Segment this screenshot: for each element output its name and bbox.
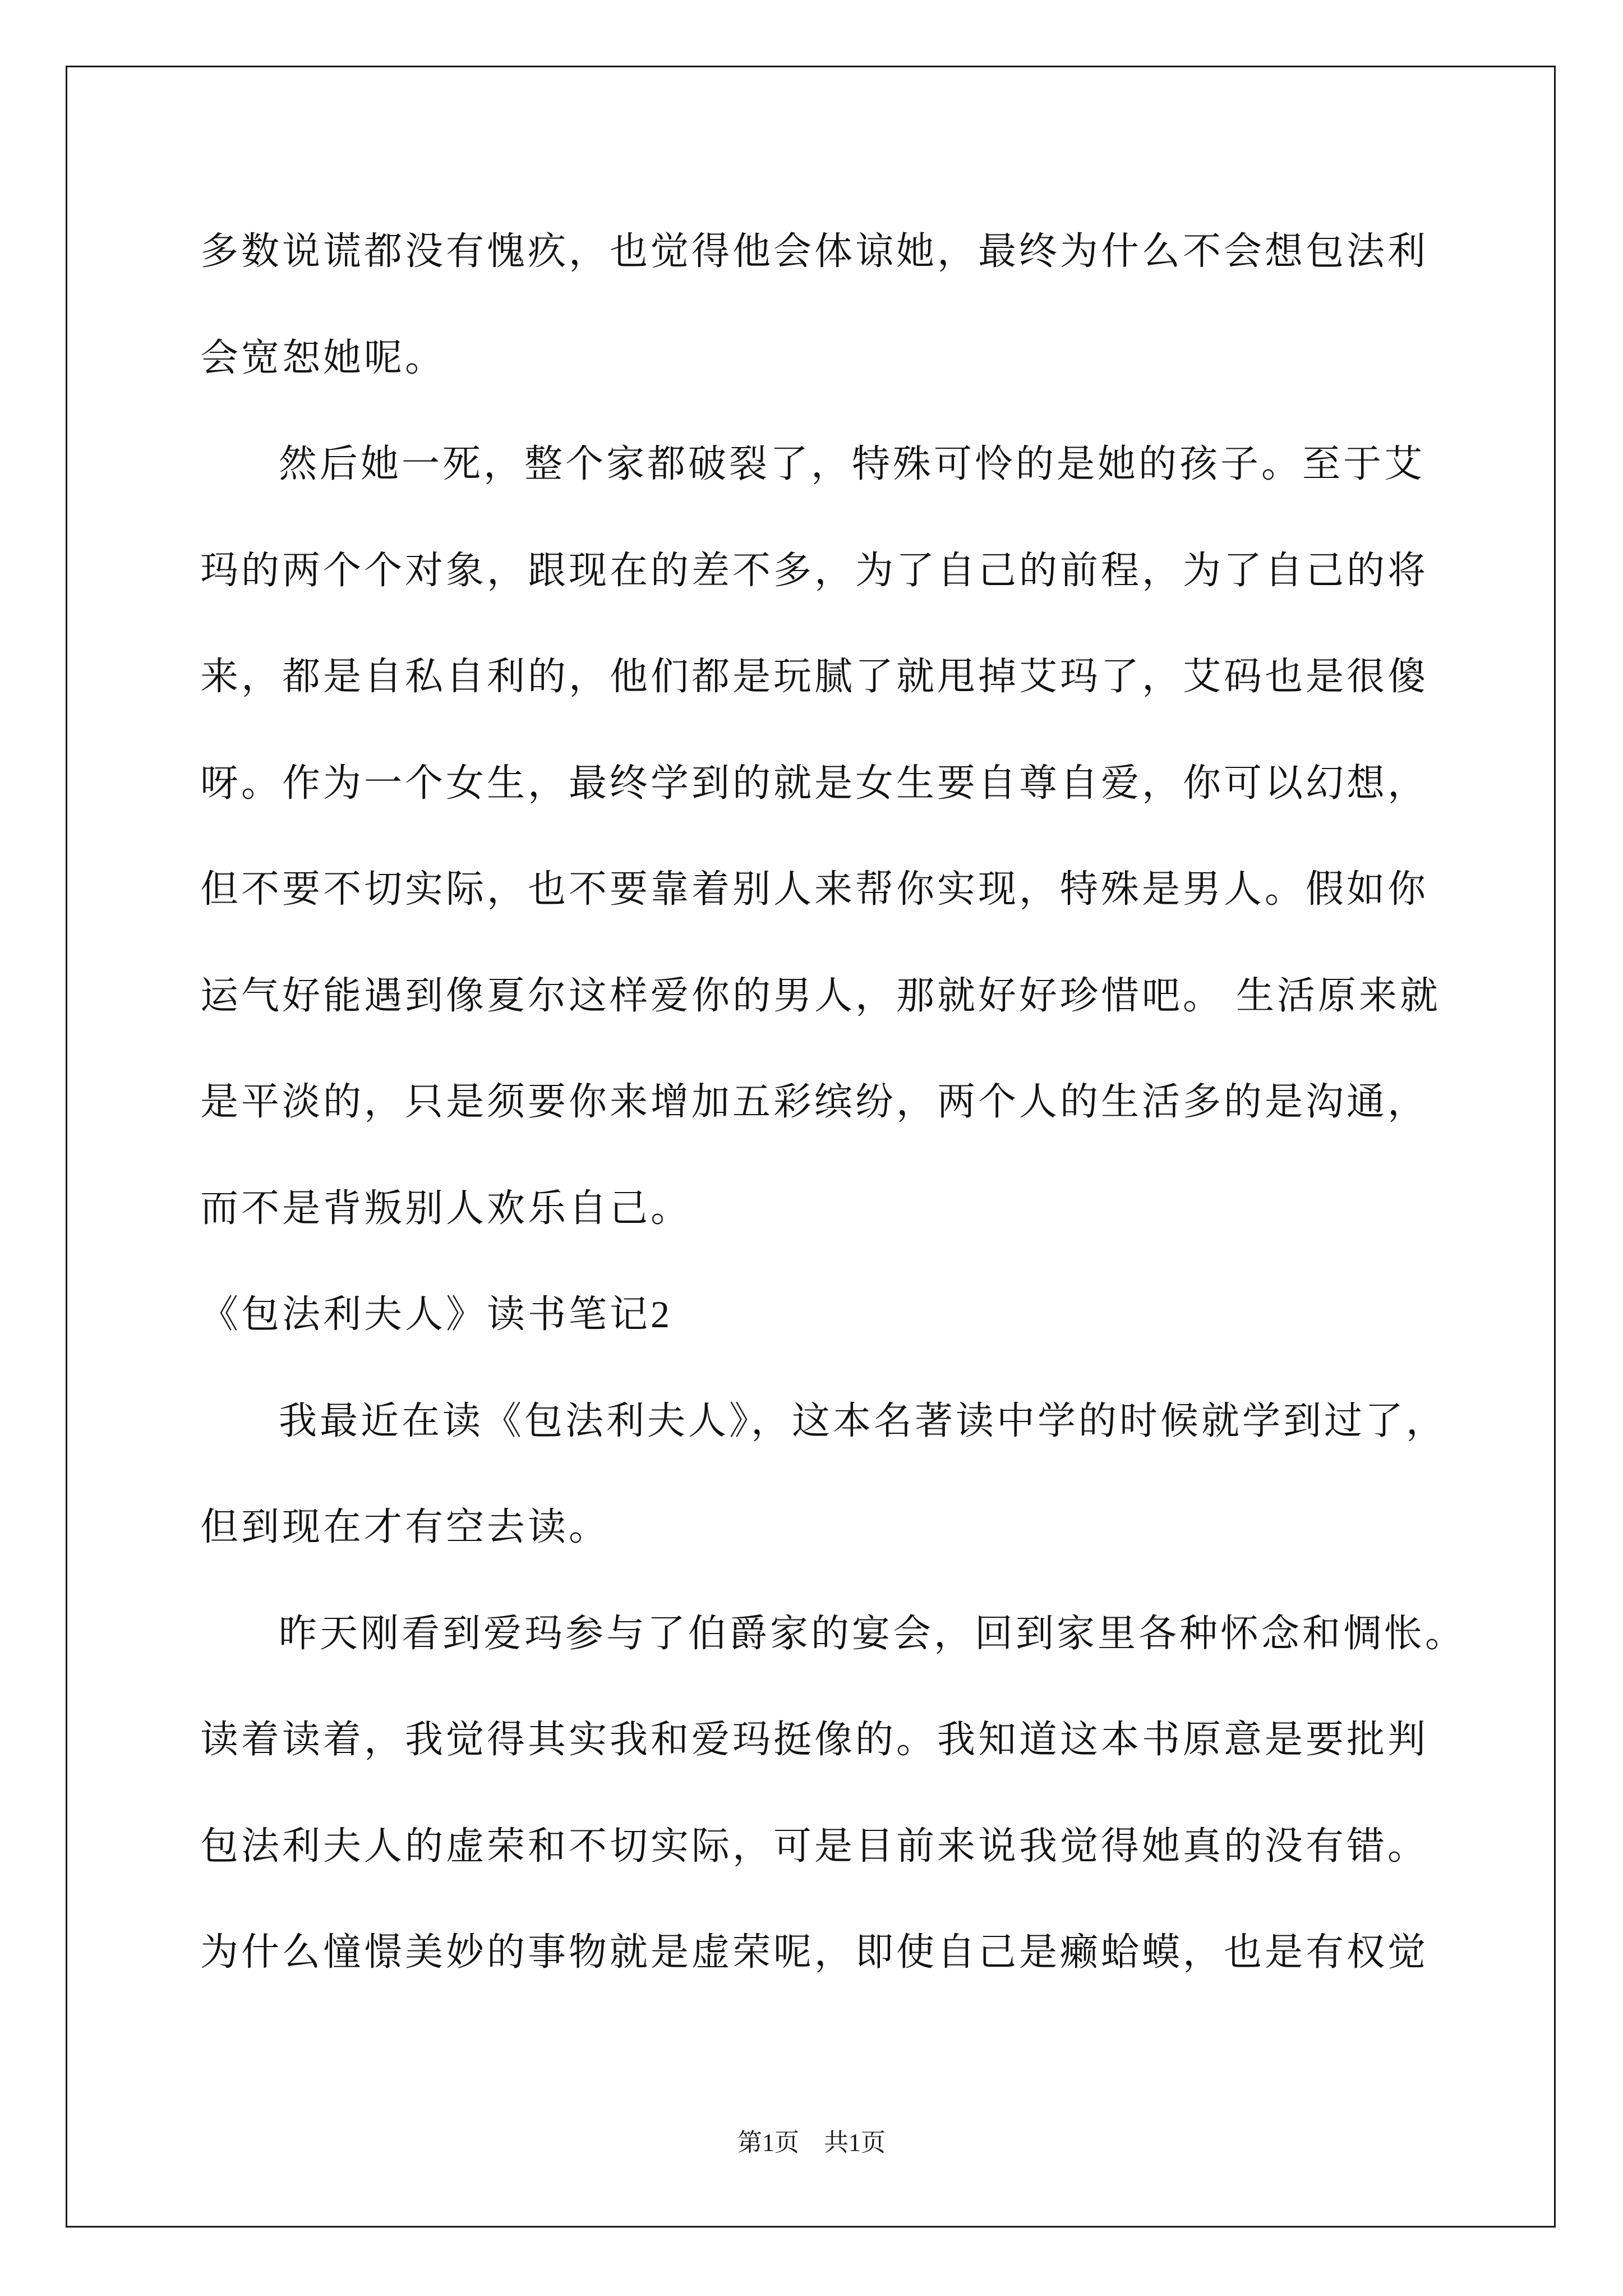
text-line: 呀。作为一个女生，最终学到的就是女生要自尊自爱，你可以幻想， xyxy=(200,761,1429,804)
text-line: 会宽恕她呢。 xyxy=(200,336,446,379)
text-line: 但不要不切实际，也不要靠着别人来帮你实现，特殊是男人。假如你 xyxy=(200,868,1429,910)
text-line: 而不是背叛别人欢乐自己。 xyxy=(200,1186,692,1230)
text-line: 来，都是自私自利的，他们都是玩腻了就甩掉艾玛了，艾码也是很傻 xyxy=(200,655,1429,698)
page-number-footer: 第1页 共1页 xyxy=(737,2129,886,2156)
text-line: 为什么憧憬美妙的事物就是虚荣呢，即使自己是癞蛤蟆，也是有权觉 xyxy=(200,1931,1429,1973)
text-line: 但到现在才有空去读。 xyxy=(200,1506,610,1548)
text-line: 多数说谎都没有愧疚，也觉得他会体谅她，最终为什么不会想包法利 xyxy=(200,230,1429,273)
paragraph-first-line: 我最近在读《包法利夫人》，这本名著读中学的时候就学到过了， xyxy=(279,1399,1447,1442)
text-line: 运气好能遇到像夏尔这样爱你的男人，那就好好珍惜吧。 生活原来就 xyxy=(200,974,1441,1017)
text-line: 玛的两个个对象，跟现在的差不多，为了自己的前程，为了自己的将 xyxy=(200,549,1429,592)
paragraph-first-line: 昨天刚看到爱玛参与了伯爵家的宴会，回到家里各种怀念和惆怅。 xyxy=(279,1612,1467,1655)
text-line: 包法利夫人的虚荣和不切实际，可是目前来说我觉得她真的没有错。 xyxy=(200,1824,1429,1867)
section-heading: 《包法利夫人》读书笔记2 xyxy=(200,1293,673,1336)
body-text xyxy=(200,199,1535,2006)
text-line: 读着读着，我觉得其实我和爱玛挺像的。我知道这本书原意是要批判 xyxy=(200,1718,1429,1761)
text-line: 是平淡的，只是须要你来增加五彩缤纷，两个人的生活多的是沟通， xyxy=(200,1080,1429,1123)
paragraph-first-line: 然后她一死，整个家都破裂了，特殊可怜的是她的孩子。至于艾 xyxy=(279,443,1426,485)
